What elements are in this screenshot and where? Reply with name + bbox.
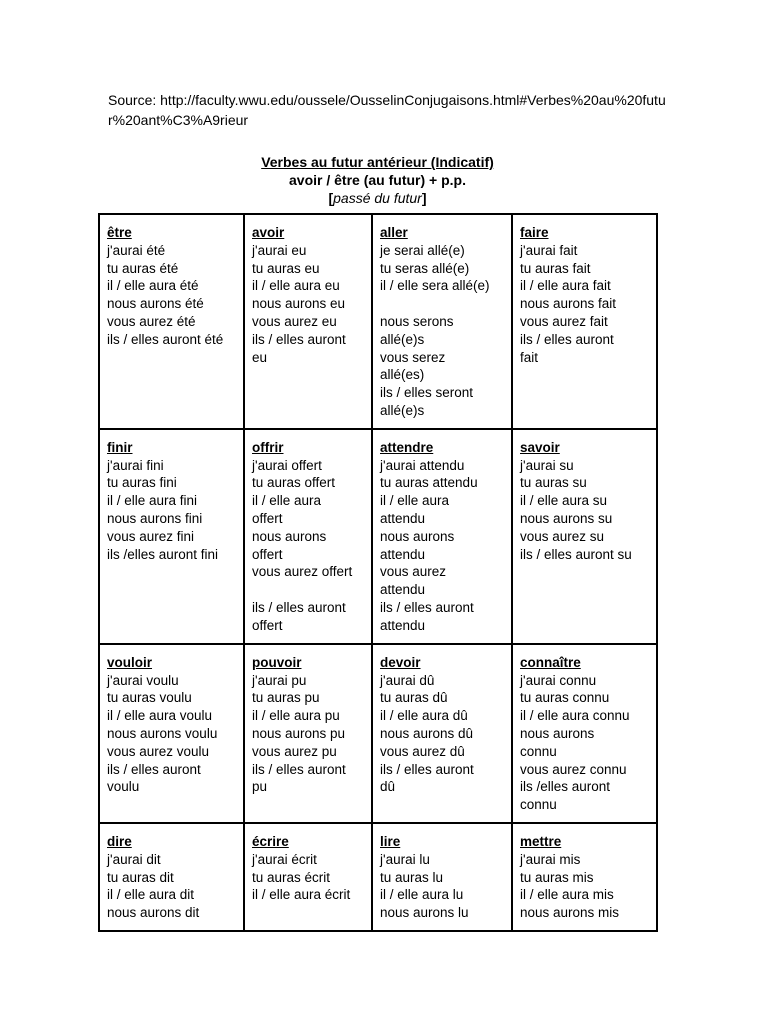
conjugation-line: nous aurons lu <box>380 905 469 921</box>
verb-infinitive: dire <box>107 833 132 849</box>
conjugation-line: il / elle aura <box>252 493 322 509</box>
conjugation-line: il / elle aura fait <box>520 278 611 294</box>
conjugation-line: j'aurai pu <box>252 672 307 688</box>
conjugation-line: tu auras su <box>520 475 587 491</box>
conjugation-line: il / elle aura dit <box>107 887 195 903</box>
conjugation-line: ils / elles auront <box>252 331 346 347</box>
conjugation-line: j'aurai écrit <box>252 851 317 867</box>
source-citation: Source: http://faculty.wwu.edu/oussele/OusselinConjugaisons.html#Verbes%20au%20futur%20ant%C3%A9rieur <box>108 92 666 128</box>
verb-infinitive: offrir <box>252 439 284 455</box>
conjugation-line: je serai allé(e) <box>380 242 465 258</box>
conjugation-line: vous aurez été <box>107 313 196 329</box>
conjugation-line: attendu <box>380 546 426 562</box>
conjugation-line: tu auras dû <box>380 690 448 706</box>
verb-cell <box>99 823 244 931</box>
conjugation-line: il / elle aura eu <box>252 278 340 294</box>
conjugation-line: ils / elles auront <box>107 761 201 777</box>
conjugation-line: allé(es) <box>380 367 425 383</box>
conjugation-line: vous aurez su <box>520 528 605 544</box>
verb-infinitive: savoir <box>520 439 560 455</box>
verb-infinitive: finir <box>107 439 133 455</box>
conjugation-line: nous aurons <box>520 725 595 741</box>
conjugation-line: tu auras fait <box>520 260 591 276</box>
conjugation-line: nous aurons <box>380 528 455 544</box>
verb-infinitive: écrire <box>252 833 289 849</box>
table-row <box>99 429 657 644</box>
conjugation-line: il / elle aura lu <box>380 887 464 903</box>
conjugation-line: il / elle aura pu <box>252 708 340 724</box>
verb-cell <box>372 644 512 823</box>
verb-infinitive: attendre <box>380 439 434 455</box>
conjugation-line: j'aurai offert <box>252 457 322 473</box>
conjugation-line: il / elle aura écrit <box>252 887 351 903</box>
conjugation-line: nous aurons pu <box>252 725 346 741</box>
conjugation-line: j'aurai eu <box>252 242 307 258</box>
verb-cell <box>372 823 512 931</box>
conjugation-line: j'aurai dit <box>107 851 161 867</box>
table-row <box>99 214 657 429</box>
conjugation-line: il / elle aura connu <box>520 708 630 724</box>
conjugation-line: il / elle sera allé(e) <box>380 278 490 294</box>
verb-infinitive: faire <box>520 225 549 240</box>
conjugation-line: fait <box>520 349 539 365</box>
conjugation-line: vous serez <box>380 349 446 365</box>
conjugation-line: ils / elles auront été <box>107 331 224 347</box>
conjugation-line: vous aurez connu <box>520 761 627 777</box>
verb-cell <box>99 644 244 823</box>
conjugation-line: allé(e)s <box>380 402 425 418</box>
conjugation-line: j'aurai su <box>520 457 574 473</box>
conjugation-line: pu <box>252 779 268 795</box>
conjugation-line: tu auras voulu <box>107 690 192 706</box>
blank-line <box>252 581 365 599</box>
verb-cell <box>372 429 512 644</box>
note-text: passé du futur <box>333 190 422 206</box>
conjugation-line: nous aurons fini <box>107 510 203 526</box>
conjugation-line: tu auras écrit <box>252 869 331 885</box>
conjugation-line: j'aurai fait <box>520 242 578 258</box>
conjugation-line: attendu <box>380 510 426 526</box>
verb-cell <box>244 823 372 931</box>
conjugation-line: attendu <box>380 582 426 598</box>
conjugation-line: offert <box>252 546 283 562</box>
conjugation-line: ils /elles auront fini <box>107 546 219 562</box>
conjugation-line: tu auras lu <box>380 869 444 885</box>
conjugation-line: nous aurons fait <box>520 296 617 312</box>
conjugation-line: ils / elles auront <box>252 599 346 615</box>
verb-cell <box>512 214 657 429</box>
verb-infinitive: aller <box>380 225 408 240</box>
conjugation-line: vous aurez <box>380 564 447 580</box>
conjugation-line: tu auras attendu <box>380 475 478 491</box>
table-row <box>99 823 657 931</box>
verb-infinitive: vouloir <box>107 654 153 670</box>
note-line <box>100 189 655 207</box>
conjugation-line: ils / elles auront <box>380 599 474 615</box>
conjugation-line: il / elle aura dû <box>380 708 468 724</box>
verb-cell <box>512 823 657 931</box>
formula-line: avoir / être (au futur) + p.p. <box>289 172 466 188</box>
conjugation-line: j'aurai lu <box>380 851 430 867</box>
verb-infinitive: être <box>107 225 132 240</box>
conjugation-line: tu auras connu <box>520 690 610 706</box>
conjugation-line: nous aurons <box>252 528 327 544</box>
table-heading <box>100 153 655 207</box>
conjugation-line: connu <box>520 743 557 759</box>
conjugation-line: nous aurons dû <box>380 725 474 741</box>
conjugation-line: ils / elles auront <box>380 761 474 777</box>
conjugation-line: ils / elles auront <box>520 331 614 347</box>
conjugation-line: tu auras eu <box>252 260 320 276</box>
conjugation-line: vous aurez eu <box>252 313 337 329</box>
conjugation-line: il / elle aura <box>380 493 450 509</box>
verb-infinitive: avoir <box>252 225 285 240</box>
table-row <box>99 644 657 823</box>
conjugation-line: vous aurez voulu <box>107 743 210 759</box>
verb-cell <box>99 429 244 644</box>
conjugation-line: j'aurai mis <box>520 851 581 867</box>
verb-cell <box>512 644 657 823</box>
verb-infinitive: mettre <box>520 833 562 849</box>
conjugation-line: j'aurai fini <box>107 457 164 473</box>
verb-infinitive: pouvoir <box>252 654 302 670</box>
verb-infinitive: devoir <box>380 654 421 670</box>
conjugation-line: nous aurons été <box>107 296 204 312</box>
conjugation-line: tu seras allé(e) <box>380 260 470 276</box>
conjugation-line: tu auras mis <box>520 869 594 885</box>
conjugation-line: nous serons <box>380 313 454 329</box>
conjugation-line: il / elle aura mis <box>520 887 614 903</box>
conjugation-line: allé(e)s <box>380 331 425 347</box>
conjugation-line: tu auras fini <box>107 475 177 491</box>
conjugation-line: vous aurez fini <box>107 528 195 544</box>
note-bracket-open: [ <box>328 190 334 206</box>
conjugation-line: ils / elles auront su <box>520 546 632 562</box>
conjugation-line: tu auras été <box>107 260 179 276</box>
conjugation-line: ils / elles seront <box>380 385 474 401</box>
conjugation-line: tu auras dit <box>107 869 174 885</box>
verb-cell <box>244 429 372 644</box>
conjugation-line: nous aurons mis <box>520 905 620 921</box>
conjugation-line: tu auras pu <box>252 690 320 706</box>
conjugation-line: il / elle aura su <box>520 493 608 509</box>
conjugation-line: j'aurai dû <box>380 672 435 688</box>
verb-infinitive: lire <box>380 833 401 849</box>
conjugation-line: ils / elles auront <box>252 761 346 777</box>
conjugation-line: nous aurons su <box>520 510 613 526</box>
conjugation-table <box>98 213 658 932</box>
conjugation-line: vous aurez pu <box>252 743 337 759</box>
conjugation-line: j'aurai connu <box>520 672 597 688</box>
verb-cell <box>512 429 657 644</box>
verb-cell <box>244 644 372 823</box>
verb-infinitive: connaître <box>520 654 581 670</box>
conjugation-line: offert <box>252 510 283 526</box>
conjugation-line: voulu <box>107 779 140 795</box>
conjugation-line: il / elle aura fini <box>107 493 198 509</box>
conjugation-line: connu <box>520 797 557 813</box>
conjugation-line: nous aurons dit <box>107 905 200 921</box>
note-bracket-close: ] <box>421 190 427 206</box>
conjugation-line: offert <box>252 617 283 633</box>
conjugation-line: nous aurons voulu <box>107 725 218 741</box>
conjugation-line: vous aurez dû <box>380 743 465 759</box>
verb-cell <box>372 214 512 429</box>
conjugation-line: dû <box>380 779 396 795</box>
conjugation-line: tu auras offert <box>252 475 336 491</box>
conjugation-line: ils /elles auront <box>520 779 611 795</box>
conjugation-line: il / elle aura été <box>107 278 199 294</box>
conjugation-line: j'aurai été <box>107 242 166 258</box>
page-title: Verbes au futur antérieur (Indicatif) <box>261 154 494 170</box>
verb-cell <box>99 214 244 429</box>
conjugation-line: j'aurai attendu <box>380 457 465 473</box>
conjugation-line: nous aurons eu <box>252 296 346 312</box>
blank-line <box>380 295 505 313</box>
conjugation-line: j'aurai voulu <box>107 672 179 688</box>
conjugation-line: il / elle aura voulu <box>107 708 213 724</box>
conjugation-line: vous aurez fait <box>520 313 608 329</box>
conjugation-line: attendu <box>380 617 426 633</box>
conjugation-line: eu <box>252 349 268 365</box>
conjugation-line: vous aurez offert <box>252 564 353 580</box>
verb-cell <box>244 214 372 429</box>
